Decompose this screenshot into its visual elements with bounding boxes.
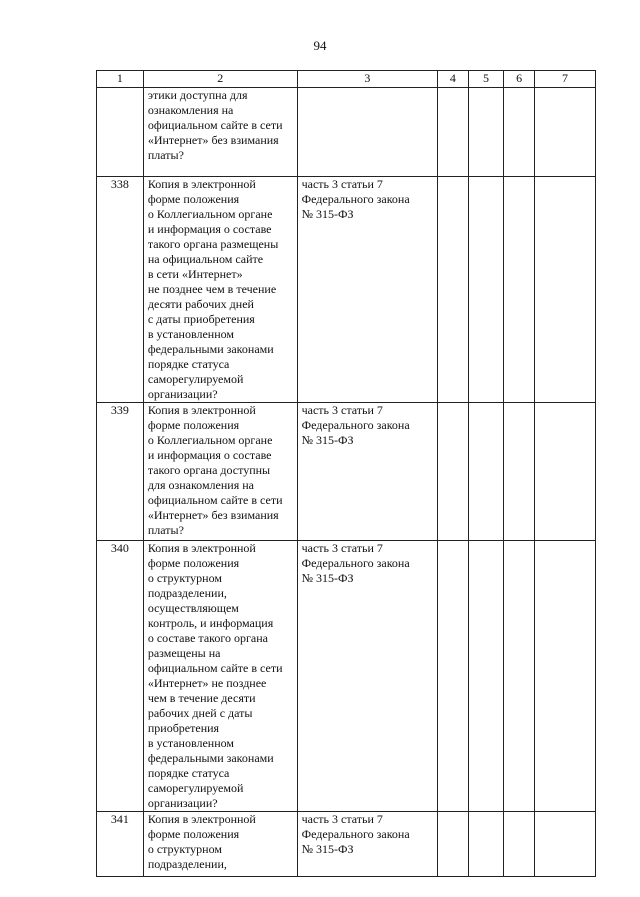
cell-line: в установленном <box>147 736 235 750</box>
column-header: 1 <box>97 71 144 88</box>
answer-cell <box>468 88 504 177</box>
answer-cell <box>504 403 535 541</box>
cell-line: не позднее чем в течение <box>147 282 277 296</box>
cell-line: порядке статуса <box>147 766 230 780</box>
question-cell <box>143 541 297 812</box>
cell-line: ознакомления на <box>147 103 234 117</box>
cell-line: о структурном <box>147 571 222 585</box>
cell-line: с даты приобретения <box>147 312 255 326</box>
cell-line: форме положения <box>147 418 240 432</box>
cell-line: Федерального закона <box>301 418 410 432</box>
cell-line: федеральными законами <box>147 751 274 765</box>
cell-line: такого органа доступны <box>147 463 271 477</box>
answer-cell <box>438 403 469 541</box>
cell-line: Копия в электронной <box>147 541 256 555</box>
cell-line: контроль, и информация <box>147 616 274 630</box>
table-row <box>97 812 596 877</box>
cell-line: порядке статуса <box>147 357 230 371</box>
answer-cell <box>468 541 504 812</box>
answer-cell <box>468 403 504 541</box>
notes-cell <box>534 403 595 541</box>
row-number: 340 <box>97 541 144 812</box>
question-cell <box>143 812 297 877</box>
notes-cell <box>534 812 595 877</box>
cell-line: официальном сайте в сети <box>147 118 283 132</box>
table-row <box>97 541 596 812</box>
cell-line: подразделении, <box>147 586 227 600</box>
column-header: 2 <box>143 71 297 88</box>
cell-line: Федерального закона <box>301 192 410 206</box>
cell-line: Федерального закона <box>301 556 410 570</box>
answer-cell <box>468 177 504 403</box>
cell-line: часть 3 статьи 7 <box>301 177 383 191</box>
requirements-table <box>96 70 596 877</box>
column-header: 5 <box>468 71 504 88</box>
cell-line: федеральными законами <box>147 342 274 356</box>
notes-cell <box>534 177 595 403</box>
cell-line: официальном сайте в сети <box>147 493 283 507</box>
question-cell <box>143 88 297 177</box>
cell-line: часть 3 статьи 7 <box>301 812 383 826</box>
cell-line: рабочих дней с даты <box>147 706 253 720</box>
notes-cell <box>534 541 595 812</box>
row-number: 339 <box>97 403 144 541</box>
cell-line: № 315-ФЗ <box>301 207 354 221</box>
cell-line: о Коллегиальном органе <box>147 207 273 221</box>
answer-cell <box>468 812 504 877</box>
answer-cell <box>438 88 469 177</box>
cell-line: часть 3 статьи 7 <box>301 541 383 555</box>
row-number: 338 <box>97 177 144 403</box>
table-row <box>97 177 596 403</box>
law-reference-cell <box>297 403 438 541</box>
cell-line: и информация о составе <box>147 448 272 462</box>
column-header: 7 <box>534 71 595 88</box>
cell-line: Копия в электронной <box>147 403 256 417</box>
cell-line: саморегулируемой <box>147 781 244 795</box>
answer-cell <box>504 812 535 877</box>
answer-cell <box>504 88 535 177</box>
cell-line: десяти рабочих дней <box>147 297 254 311</box>
cell-line: организации? <box>147 796 218 810</box>
cell-line: такого органа размещены <box>147 237 279 251</box>
answer-cell <box>504 177 535 403</box>
cell-line: «Интернет» не позднее <box>147 676 267 690</box>
column-header: 3 <box>297 71 438 88</box>
cell-line: платы? <box>147 523 184 537</box>
cell-line: этики доступна для <box>147 88 248 102</box>
question-cell <box>143 403 297 541</box>
cell-line: организации? <box>147 387 218 401</box>
answer-cell <box>504 541 535 812</box>
cell-line: осуществляющем <box>147 601 239 615</box>
cell-line: форме положения <box>147 827 240 841</box>
cell-line: платы? <box>147 148 184 162</box>
cell-line: «Интернет» без взимания <box>147 508 279 522</box>
cell-line: часть 3 статьи 7 <box>301 403 383 417</box>
cell-line: № 315-ФЗ <box>301 842 354 856</box>
page-number: 94 <box>313 38 327 53</box>
cell-line: № 315-ФЗ <box>301 433 354 447</box>
column-header: 4 <box>438 71 469 88</box>
cell-line: подразделении, <box>147 857 227 871</box>
cell-line: Федерального закона <box>301 827 410 841</box>
cell-line: форме положения <box>147 556 240 570</box>
cell-line: о составе такого органа <box>147 631 268 645</box>
answer-cell <box>438 541 469 812</box>
table-header-row <box>97 71 596 88</box>
question-cell <box>143 177 297 403</box>
law-reference-cell <box>297 88 438 177</box>
notes-cell <box>534 88 595 177</box>
cell-line: в установленном <box>147 327 235 341</box>
cell-line: в сети «Интернет» <box>147 267 243 281</box>
cell-line: приобретения <box>147 721 220 735</box>
law-reference-cell <box>297 541 438 812</box>
cell-line: о структурном <box>147 842 222 856</box>
cell-line: и информация о составе <box>147 222 272 236</box>
cell-line: для ознакомления на <box>147 478 254 492</box>
answer-cell <box>438 177 469 403</box>
row-number <box>97 88 144 177</box>
column-header: 6 <box>504 71 535 88</box>
law-reference-cell <box>297 177 438 403</box>
cell-line: саморегулируемой <box>147 372 244 386</box>
cell-line: форме положения <box>147 192 240 206</box>
cell-line: о Коллегиальном органе <box>147 433 273 447</box>
answer-cell <box>438 812 469 877</box>
row-number: 341 <box>97 812 144 877</box>
law-reference-cell <box>297 812 438 877</box>
cell-line: на официальном сайте <box>147 252 264 266</box>
cell-line: Копия в электронной <box>147 812 256 826</box>
cell-line: «Интернет» без взимания <box>147 133 279 147</box>
cell-line: Копия в электронной <box>147 177 256 191</box>
cell-line: размещены на <box>147 646 221 660</box>
cell-line: № 315-ФЗ <box>301 571 354 585</box>
cell-line: чем в течение десяти <box>147 691 256 705</box>
cell-line: официальном сайте в сети <box>147 661 283 675</box>
table-row <box>97 403 596 541</box>
table-row <box>97 88 596 177</box>
